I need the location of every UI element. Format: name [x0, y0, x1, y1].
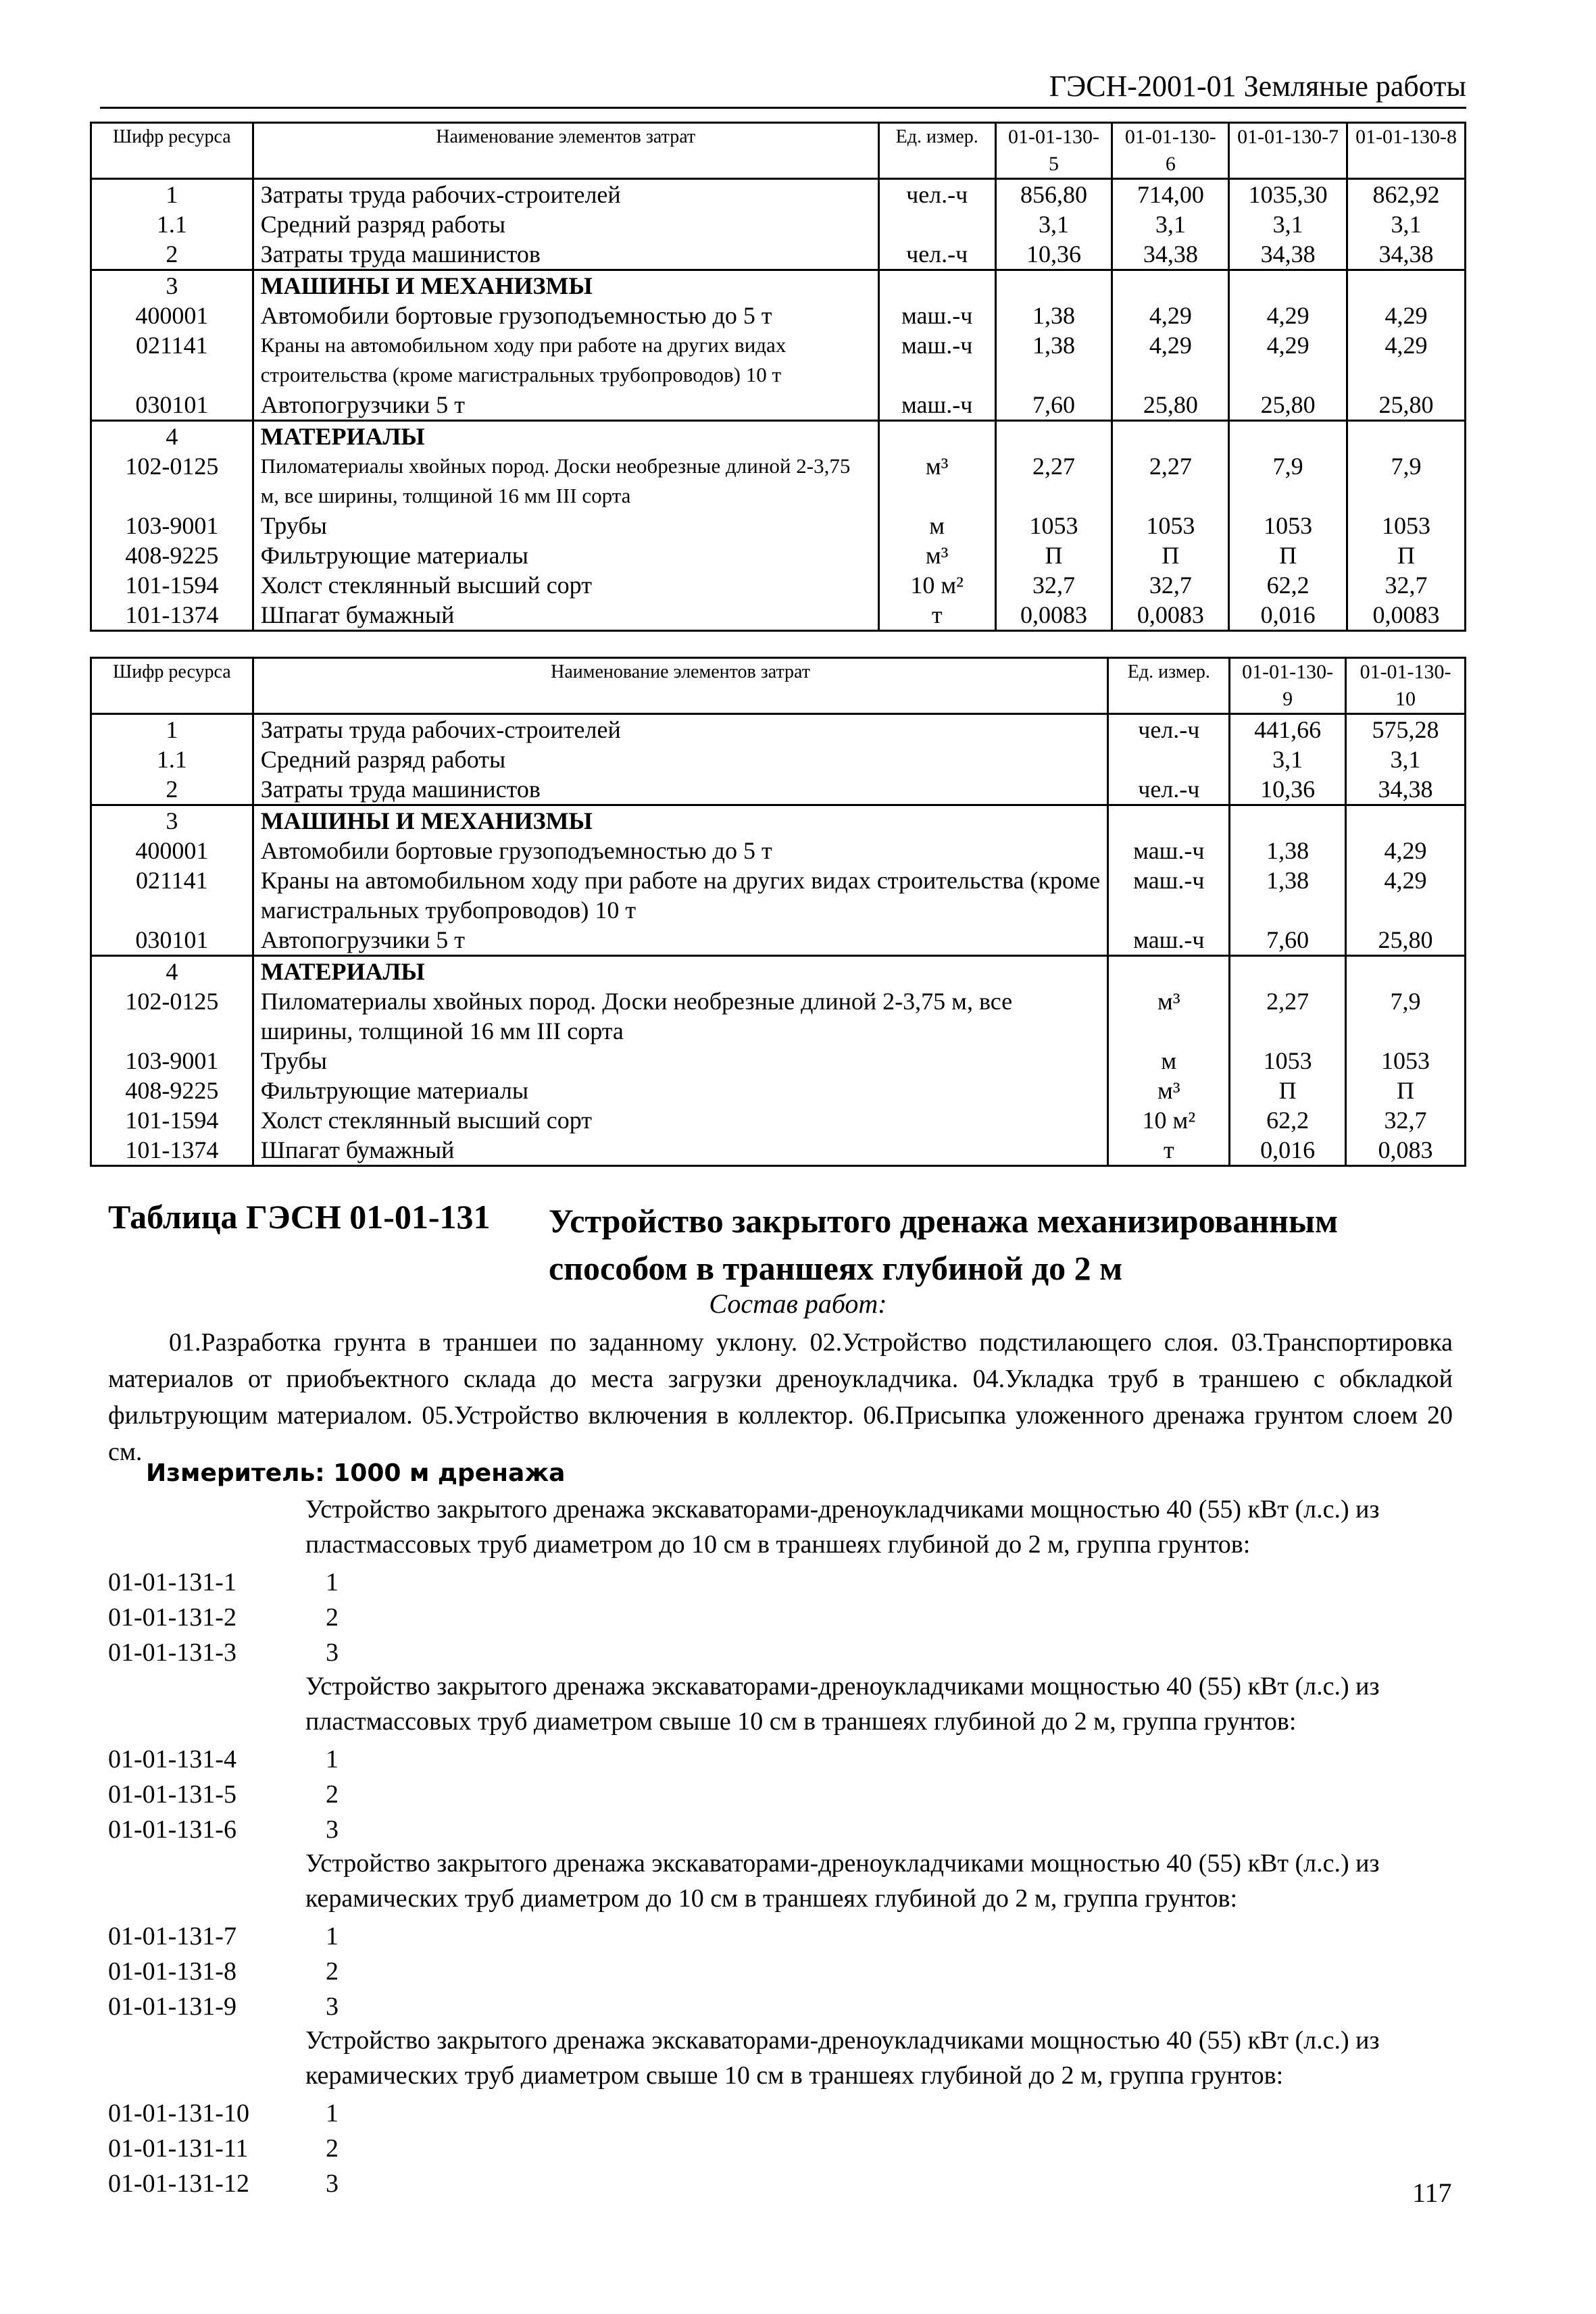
table-row: [91, 179, 1466, 210]
table-row: [91, 421, 1466, 452]
cell-value: 10,36: [1230, 774, 1346, 805]
cell-unit: чел.-ч: [878, 179, 995, 210]
cell-name: Затраты труда машинистов: [253, 774, 1108, 805]
norm-code: 01-01-131-6: [108, 1815, 236, 1844]
table-header: [91, 658, 1466, 714]
cell-unit: [1108, 805, 1230, 836]
resource-table-1: [90, 122, 1466, 632]
table-row: [91, 239, 1466, 270]
cell-value: 25,80: [1229, 390, 1347, 421]
cell-unit: чел.-ч: [878, 239, 995, 270]
composition-text: [108, 1324, 1453, 1470]
cell-code: 408-9225: [91, 540, 253, 570]
cell-value: [995, 421, 1112, 452]
soil-group-number: 1: [326, 2099, 339, 2128]
header-col: 01-01-130-5: [995, 123, 1112, 179]
cell-name: Фильтрующие материалы: [253, 1076, 1108, 1105]
cell-unit: [878, 209, 995, 239]
cell-value: 7,9: [1347, 451, 1466, 511]
cell-value: [1346, 805, 1466, 836]
cell-name: Трубы: [253, 511, 878, 540]
table-row: [91, 570, 1466, 600]
cell-unit: т: [1108, 1135, 1230, 1166]
table-row: [91, 330, 1466, 390]
header-col: 01-01-130-9: [1230, 658, 1346, 714]
cell-code: 021141: [91, 865, 253, 925]
group-description: Устройство закрытого дренажа экскаваторами-дреноукладчиками мощностью 40 (55) кВт (л.с.) из керамических труб диаметром до 10 см в траншеях глубиной до 2 м, группа грунтов:: [305, 1849, 1380, 1913]
cell-value: 1053: [995, 511, 1112, 540]
cell-code: 101-1374: [91, 600, 253, 631]
table-row: [91, 209, 1466, 239]
cell-value: 4,29: [1112, 301, 1229, 330]
table-header: [91, 123, 1466, 179]
cell-name: Автопогрузчики 5 т: [253, 925, 1108, 956]
table-row: [91, 805, 1466, 836]
cell-value: [1112, 421, 1229, 452]
table-label: Таблица ГЭСН 01-01-131: [108, 1198, 491, 1236]
cell-unit: т: [878, 600, 995, 631]
soil-group-number: 2: [326, 1780, 339, 1809]
header-name: Наименование элементов затрат: [253, 658, 1108, 714]
cell-name: МАШИНЫ И МЕХАНИЗМЫ: [253, 805, 1108, 836]
cell-value: 1053: [1346, 1046, 1466, 1076]
cell-value: 34,38: [1112, 239, 1229, 270]
cell-name: Средний разряд работы: [253, 745, 1108, 774]
header-col: 01-01-130-6: [1112, 123, 1229, 179]
header-col: 01-01-130-10: [1346, 658, 1466, 714]
cell-code: 103-9001: [91, 1046, 253, 1076]
cell-value: 32,7: [1346, 1105, 1466, 1135]
cell-value: 32,7: [995, 570, 1112, 600]
cell-unit: [878, 421, 995, 452]
cell-name: Пиломатериалы хвойных пород. Доски необрезные длиной 2-3,75 м, все ширины, толщиной 16 мм III сорта: [253, 986, 1108, 1046]
cell-value: 3,1: [995, 209, 1112, 239]
cell-value: 441,66: [1230, 714, 1346, 745]
cell-code: 030101: [91, 390, 253, 421]
cell-name: МАШИНЫ И МЕХАНИЗМЫ: [253, 270, 878, 301]
cell-name: Холст стеклянный высший сорт: [253, 1105, 1108, 1135]
cell-value: [1230, 956, 1346, 987]
cell-value: 1035,30: [1229, 179, 1347, 210]
cell-code: 400001: [91, 836, 253, 865]
table-row: [91, 1105, 1466, 1135]
soil-group-number: 2: [326, 2134, 339, 2163]
soil-group-number: 3: [326, 2169, 339, 2198]
cell-value: 3,1: [1346, 745, 1466, 774]
cell-code: 4: [91, 956, 253, 987]
norm-code: 01-01-131-9: [108, 1992, 236, 2021]
cell-value: 3,1: [1112, 209, 1229, 239]
cell-value: 0,0083: [995, 600, 1112, 631]
cell-value: [1346, 956, 1466, 987]
composition-label: Состав работ:: [709, 1288, 887, 1319]
cell-value: 7,60: [995, 390, 1112, 421]
cell-value: 34,38: [1346, 774, 1466, 805]
page-header: [100, 68, 1466, 109]
table-row: [91, 1135, 1466, 1166]
norm-code: 01-01-131-12: [108, 2169, 249, 2198]
cell-value: 1,38: [995, 301, 1112, 330]
header-name: Наименование элементов затрат: [253, 123, 878, 179]
cell-value: 4,29: [1347, 301, 1466, 330]
table-row: [91, 714, 1466, 745]
cell-value: [1347, 421, 1466, 452]
soil-group-number: 3: [326, 1815, 339, 1844]
page-header-title: ГЭСН-2001-01 Земляные работы: [1049, 70, 1466, 103]
cell-value: 62,2: [1229, 570, 1347, 600]
group-description: Устройство закрытого дренажа экскаваторами-дреноукладчиками мощностью 40 (55) кВт (л.с.) из пластмассовых труб диаметром до 10 см в траншеях глубиной до 2 м, группа грунтов:: [305, 1495, 1380, 1559]
cell-value: 3,1: [1229, 209, 1347, 239]
group-description: Устройство закрытого дренажа экскаваторами-дреноукладчиками мощностью 40 (55) кВт (л.с.) из керамических труб диаметром свыше 10 см в траншеях глубиной до 2 м, группа грунтов:: [305, 2026, 1380, 2090]
table-row: [91, 1076, 1466, 1105]
table-row: [91, 451, 1466, 511]
cell-code: 102-0125: [91, 986, 253, 1046]
cell-value: 2,27: [995, 451, 1112, 511]
norm-code: 01-01-131-7: [108, 1922, 236, 1951]
cell-value: 10,36: [995, 239, 1112, 270]
cell-unit: м³: [878, 451, 995, 511]
table-row: [91, 390, 1466, 421]
cell-value: 62,2: [1230, 1105, 1346, 1135]
cell-value: [1112, 270, 1229, 301]
cell-unit: маш.-ч: [1108, 925, 1230, 956]
cell-value: 4,29: [1112, 330, 1229, 390]
cell-code: 1: [91, 179, 253, 210]
norm-code: 01-01-131-2: [108, 1603, 236, 1632]
table-row: [91, 986, 1466, 1046]
norm-code: 01-01-131-8: [108, 1957, 236, 1986]
cell-value: 4,29: [1346, 865, 1466, 925]
cell-value: П: [995, 540, 1112, 570]
cell-value: 714,00: [1112, 179, 1229, 210]
cell-value: 3,1: [1230, 745, 1346, 774]
table-row: [91, 774, 1466, 805]
cell-value: 7,9: [1346, 986, 1466, 1046]
cell-value: 25,80: [1346, 925, 1466, 956]
cell-code: 3: [91, 805, 253, 836]
cell-value: 856,80: [995, 179, 1112, 210]
cell-name: Фильтрующие материалы: [253, 540, 878, 570]
cell-code: 2: [91, 774, 253, 805]
norm-code: 01-01-131-4: [108, 1745, 236, 1774]
cell-unit: [1108, 956, 1230, 987]
cell-value: 1,38: [1230, 865, 1346, 925]
cell-unit: чел.-ч: [1108, 714, 1230, 745]
soil-group-number: 2: [326, 1957, 339, 1986]
measure-unit: Измеритель: 1000 м дренажа: [146, 1459, 566, 1487]
cell-unit: 10 м²: [878, 570, 995, 600]
cell-value: 862,92: [1347, 179, 1466, 210]
cell-code: 400001: [91, 301, 253, 330]
cell-unit: [1108, 745, 1230, 774]
header-col: 01-01-130-8: [1347, 123, 1466, 179]
cell-value: 4,29: [1229, 301, 1347, 330]
cell-unit: маш.-ч: [878, 390, 995, 421]
cell-name: Шпагат бумажный: [253, 1135, 1108, 1166]
table-row: [91, 865, 1466, 925]
cell-value: П: [1347, 540, 1466, 570]
section-title: Устройство закрытого дренажа механизированным способом в траншеях глубиной до 2 м: [549, 1202, 1339, 1287]
cell-name: Затраты труда рабочих-строителей: [253, 714, 1108, 745]
cell-value: П: [1112, 540, 1229, 570]
cell-name: МАТЕРИАЛЫ: [253, 421, 878, 452]
cell-value: 1053: [1347, 511, 1466, 540]
cell-code: 030101: [91, 925, 253, 956]
cell-code: 102-0125: [91, 451, 253, 511]
table-row: [91, 836, 1466, 865]
cell-code: 101-1374: [91, 1135, 253, 1166]
cell-name: Трубы: [253, 1046, 1108, 1076]
cell-unit: м: [878, 511, 995, 540]
cell-code: 1.1: [91, 745, 253, 774]
cell-unit: м³: [1108, 986, 1230, 1046]
cell-unit: [878, 270, 995, 301]
cell-name: Затраты труда рабочих-строителей: [253, 179, 878, 210]
cell-code: 3: [91, 270, 253, 301]
cell-value: 1053: [1112, 511, 1229, 540]
header-code: Шифр ресурса: [91, 658, 253, 714]
cell-name: Краны на автомобильном ходу при работе на других видах строительства (кроме магистральных трубопроводов) 10 т: [253, 330, 878, 390]
header-col: 01-01-130-7: [1229, 123, 1347, 179]
cell-value: 7,9: [1229, 451, 1347, 511]
cell-code: 101-1594: [91, 570, 253, 600]
cell-unit: 10 м²: [1108, 1105, 1230, 1135]
cell-name: Затраты труда машинистов: [253, 239, 878, 270]
cell-value: 0,083: [1346, 1135, 1466, 1166]
soil-group-number: 3: [326, 1992, 339, 2021]
cell-value: 3,1: [1347, 209, 1466, 239]
cell-value: 0,0083: [1112, 600, 1229, 631]
cell-name: Автопогрузчики 5 т: [253, 390, 878, 421]
norm-code: 01-01-131-11: [108, 2134, 249, 2163]
cell-name: МАТЕРИАЛЫ: [253, 956, 1108, 987]
cell-name: Холст стеклянный высший сорт: [253, 570, 878, 600]
cell-unit: маш.-ч: [1108, 836, 1230, 865]
table-row: [91, 600, 1466, 631]
soil-group-number: 2: [326, 1603, 339, 1632]
cell-name: Автомобили бортовые грузоподъемностью до 5 т: [253, 836, 1108, 865]
header-unit: Ед. измер.: [1108, 658, 1230, 714]
table-row: [91, 745, 1466, 774]
cell-value: 25,80: [1347, 390, 1466, 421]
cell-value: [1347, 270, 1466, 301]
header-unit: Ед. измер.: [878, 123, 995, 179]
group-description: Устройство закрытого дренажа экскаваторами-дреноукладчиками мощностью 40 (55) кВт (л.с.) из пластмассовых труб диаметром свыше 10 см в траншеях глубиной до 2 м, группа грунтов:: [305, 1672, 1380, 1736]
cell-value: П: [1230, 1076, 1346, 1105]
cell-name: Средний разряд работы: [253, 209, 878, 239]
cell-value: 25,80: [1112, 390, 1229, 421]
table-row: [91, 511, 1466, 540]
resource-table-2: [90, 657, 1466, 1167]
cell-value: [1229, 270, 1347, 301]
cell-value: [1229, 421, 1347, 452]
cell-name: Автомобили бортовые грузоподъемностью до 5 т: [253, 301, 878, 330]
cell-value: 4,29: [1346, 836, 1466, 865]
cell-value: 32,7: [1112, 570, 1229, 600]
cell-name: Шпагат бумажный: [253, 600, 878, 631]
cell-unit: маш.-ч: [1108, 865, 1230, 925]
cell-value: 7,60: [1230, 925, 1346, 956]
header-code: Шифр ресурса: [91, 123, 253, 179]
cell-value: 2,27: [1112, 451, 1229, 511]
table-row: [91, 956, 1466, 987]
table-row: [91, 270, 1466, 301]
table-row: [91, 301, 1466, 330]
cell-code: 1: [91, 714, 253, 745]
cell-code: 021141: [91, 330, 253, 390]
cell-unit: чел.-ч: [1108, 774, 1230, 805]
norm-code: 01-01-131-5: [108, 1780, 236, 1809]
cell-unit: маш.-ч: [878, 330, 995, 390]
cell-value: 34,38: [1347, 239, 1466, 270]
table-row: [91, 1046, 1466, 1076]
cell-value: 1053: [1230, 1046, 1346, 1076]
norm-code: 01-01-131-1: [108, 1568, 236, 1596]
cell-value: 4,29: [1347, 330, 1466, 390]
cell-value: 575,28: [1346, 714, 1466, 745]
cell-value: [995, 270, 1112, 301]
cell-value: 1053: [1229, 511, 1347, 540]
cell-name: Пиломатериалы хвойных пород. Доски необрезные длиной 2-3,75 м, все ширины, толщиной 16 мм III сорта: [253, 451, 878, 511]
soil-group-number: 1: [326, 1568, 339, 1596]
cell-value: 34,38: [1229, 239, 1347, 270]
cell-code: 101-1594: [91, 1105, 253, 1135]
cell-code: 408-9225: [91, 1076, 253, 1105]
cell-value: П: [1229, 540, 1347, 570]
cell-value: 2,27: [1230, 986, 1346, 1046]
table-row: [91, 540, 1466, 570]
cell-unit: маш.-ч: [878, 301, 995, 330]
cell-unit: м³: [1108, 1076, 1230, 1105]
soil-group-number: 3: [326, 1638, 339, 1667]
cell-value: [1230, 805, 1346, 836]
cell-value: 1,38: [995, 330, 1112, 390]
cell-code: 103-9001: [91, 511, 253, 540]
cell-code: 1.1: [91, 209, 253, 239]
cell-value: 32,7: [1347, 570, 1466, 600]
composition-body: 01.Разработка грунта в траншеи по заданному уклону. 02.Устройство подстилающего слоя. 03.Транспортировка материалов от приобъектного склада до места загрузки дреноукладчика. 04.Укладка труб в траншею с обкладкой фильтрующим материалом. 05.Устройство включения в коллектор. 06.Присыпка уложенного дренажа грунтом слоем 20 см.: [108, 1328, 1453, 1466]
norm-code: 01-01-131-3: [108, 1638, 236, 1667]
cell-value: 1,38: [1230, 836, 1346, 865]
page-number: 117: [1412, 2178, 1452, 2208]
cell-unit: м: [1108, 1046, 1230, 1076]
table-row: [91, 925, 1466, 956]
cell-code: 2: [91, 239, 253, 270]
cell-unit: м³: [878, 540, 995, 570]
cell-value: 0,016: [1230, 1135, 1346, 1166]
cell-value: 0,0083: [1347, 600, 1466, 631]
cell-value: П: [1346, 1076, 1466, 1105]
soil-group-number: 1: [326, 1745, 339, 1774]
cell-code: 4: [91, 421, 253, 452]
norm-code: 01-01-131-10: [108, 2099, 249, 2128]
cell-value: 0,016: [1229, 600, 1347, 631]
soil-group-number: 1: [326, 1922, 339, 1951]
cell-value: 4,29: [1229, 330, 1347, 390]
cell-name: Краны на автомобильном ходу при работе на других видах строительства (кроме магистральных трубопроводов) 10 т: [253, 865, 1108, 925]
